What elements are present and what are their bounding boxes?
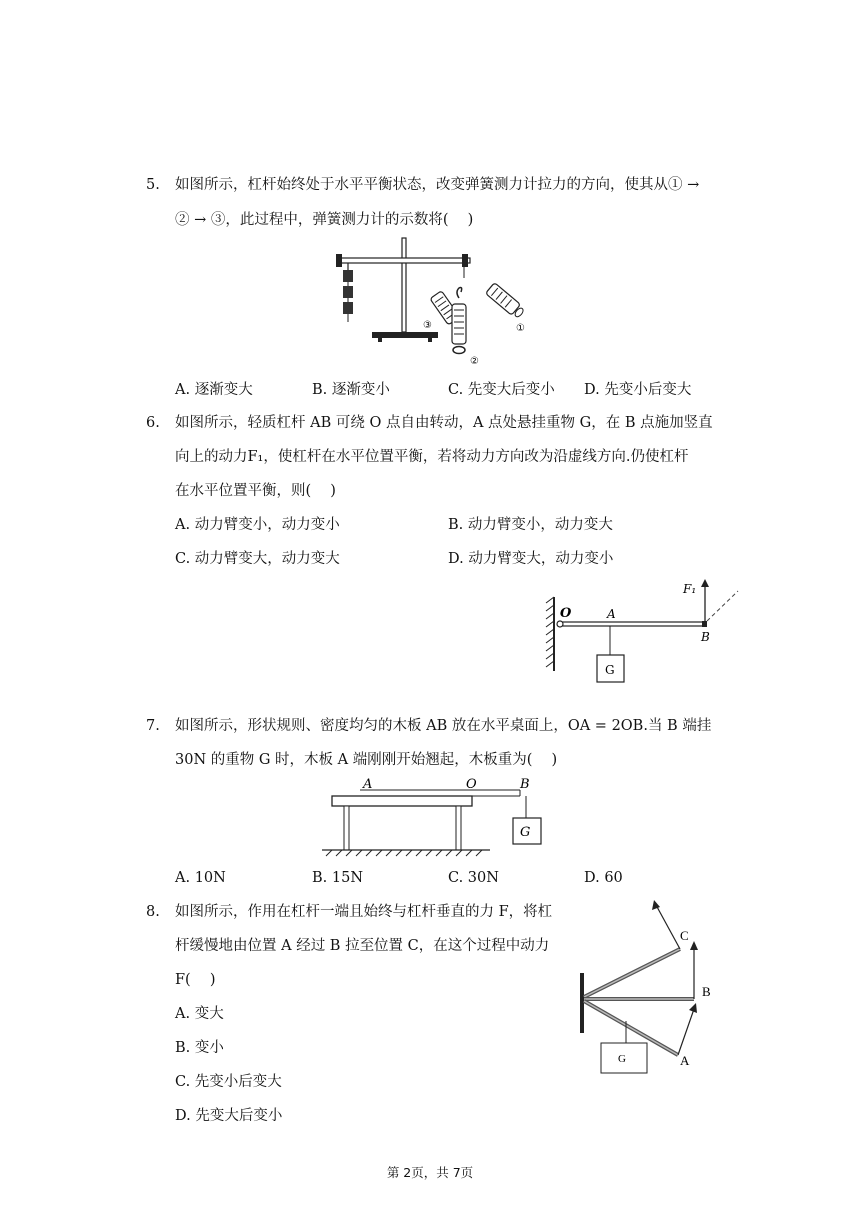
question-6-figure [540,575,740,687]
question-7-line-1: 如图所示，形状规则、密度均匀的木板 AB 放在水平桌面上，OA = 2OB.当 B 端挂 [175,718,712,734]
question-7-option-c[interactable]: C. 30N [448,870,499,886]
question-5-option-c[interactable]: C. 先变大后变小 [448,382,555,398]
question-7-line-2: 30N 的重物 G 时，木板 A 端刚刚开始翘起，木板重为( ) [175,752,558,768]
question-5-line-2: ② → ③，此过程中，弹簧测力计的示数将( ) [175,212,474,228]
question-6-option-a[interactable]: A. 动力臂变小，动力变小 [175,517,340,533]
question-8-option-d[interactable]: D. 先变大后变小 [175,1108,283,1124]
page-footer: 第 2页，共 7页 [386,1165,474,1180]
question-8-number: 8. [146,904,160,920]
fig7-label-b: B [520,777,530,792]
question-8-option-a[interactable]: A. 变大 [175,1006,224,1022]
question-7-option-b[interactable]: B. 15N [312,870,364,886]
question-7-number: 7. [146,718,160,734]
question-5-option-a[interactable]: A. 逐渐变大 [175,382,253,398]
question-7-figure [320,776,550,858]
fig6-label-f1: F₁ [683,582,697,596]
question-6-line-3: 在水平位置平衡，则( ) [175,483,336,499]
fig8-label-a: A [680,1053,690,1068]
fig7-label-a: A [363,777,373,792]
question-8-figure [570,895,730,1085]
question-6-line-1: 如图所示，轻质杠杆 AB 可绕 O 点自由转动，A 点处悬挂重物 G，在 B 点施加竖直 [175,415,713,431]
fig5-label-1: ① [516,323,525,334]
fig8-label-b: B [702,984,711,999]
fig5-label-2: ② [470,356,479,366]
question-6-option-d[interactable]: D. 动力臂变大，动力变小 [448,551,614,567]
question-5-option-d[interactable]: D. 先变小后变大 [584,382,692,398]
question-8-option-b[interactable]: B. 变小 [175,1040,224,1056]
question-6-line-2: 向上的动力F₁，使杠杆在水平位置平衡，若将动力方向改为沿虚线方向.仍使杠杆 [175,449,689,465]
question-7-option-d[interactable]: D. 60 [584,870,623,886]
fig8-label-c: C [680,928,689,943]
fig8-label-g: G [618,1053,626,1065]
fig6-label-a: A [607,607,616,621]
question-5-line-1: 如图所示，杠杆始终处于水平平衡状态，改变弹簧测力计拉力的方向，使其从① → [175,177,700,193]
fig7-label-g: G [520,825,531,840]
question-8-line-2: 杆缓慢地由位置 A 经过 B 拉至位置 C，在这个过程中动力 [175,938,550,954]
question-5-figure [330,236,530,366]
fig5-label-3: ③ [423,320,432,331]
fig7-label-o: O [466,777,477,792]
question-8-option-c[interactable]: C. 先变小后变大 [175,1074,282,1090]
question-5-number: 5. [146,177,160,193]
fig6-label-g: G [605,663,615,677]
fig6-label-o: O [560,606,572,621]
question-7-option-a[interactable]: A. 10N [175,870,226,886]
fig6-label-b: B [701,630,710,644]
question-8-line-3: F( ) [175,972,216,988]
question-6-option-b[interactable]: B. 动力臂变小，动力变大 [448,517,613,533]
question-5-option-b[interactable]: B. 逐渐变小 [312,382,390,398]
question-6-number: 6. [146,415,160,431]
question-8-line-1: 如图所示，作用在杠杆一端且始终与杠杆垂直的力 F，将杠 [175,904,553,920]
question-6-option-c[interactable]: C. 动力臂变大，动力变大 [175,551,340,567]
